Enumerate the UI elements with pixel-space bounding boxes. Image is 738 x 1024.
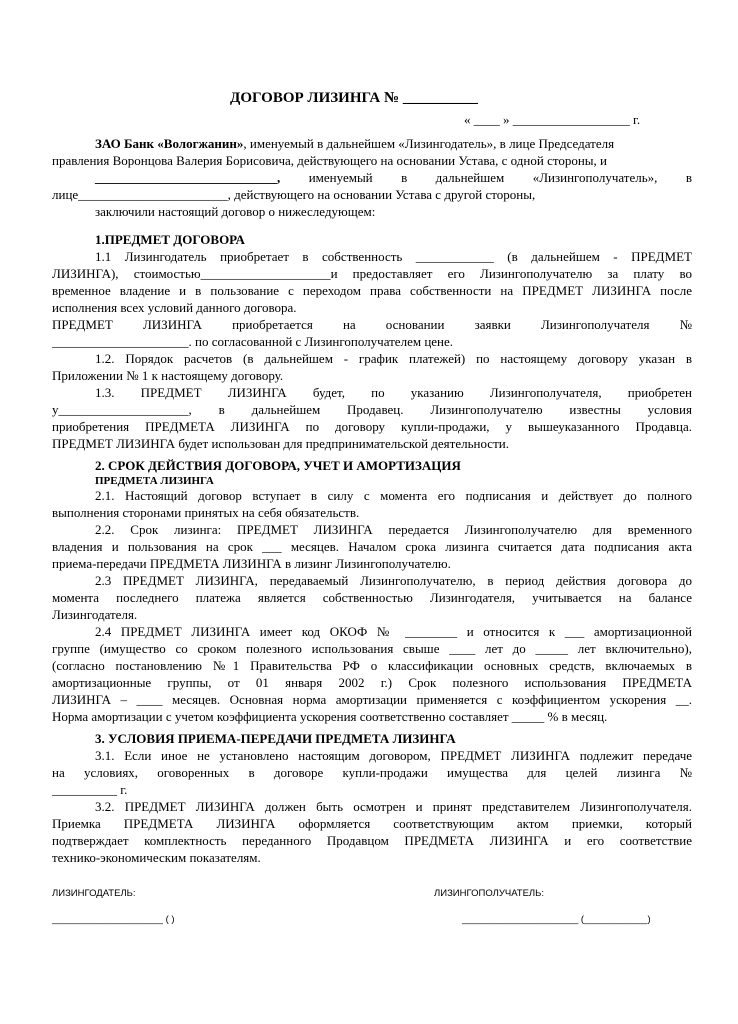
section-2-line: 2.1. Настоящий договор вступает в силу с момента его подписания и действует до полного (95, 488, 692, 503)
section-1-line: у____________________, в дальнейшем Продавец. Лизингополучателю известны условия (52, 402, 692, 417)
preamble-line-5: заключили настоящий договор о нижеследующем: (95, 204, 376, 219)
preamble-line-4: лице_______________________, действующего на основании Устава с другой стороны, (52, 187, 536, 202)
section-1-line: исполнения всех условий данного договора. (52, 300, 297, 315)
bank-name: ЗАО Банк «Вологжанин» (95, 136, 244, 151)
lessor-label: ЛИЗИНГОДАТЕЛЬ: (52, 888, 136, 899)
section-3-line: 3.2. ПРЕДМЕТ ЛИЗИНГА должен быть осмотрен и принят представителем Лизингополучателя. (95, 799, 692, 814)
section-3-line: 3.1. Если иное не установлено настоящим договором, ПРЕДМЕТ ЛИЗИНГА подлежит передаче (95, 748, 692, 763)
lessor-signature-line: _____________________ ( ) (52, 914, 175, 925)
section-1-line: ПРЕДМЕТ ЛИЗИНГА приобретается на основании заявки Лизингополучателя № (52, 317, 692, 332)
section-2-heading: 2. СРОК ДЕЙСТВИЯ ДОГОВОРА, УЧЕТ И АМОРТИЗАЦИЯ (95, 458, 461, 473)
section-3-heading: 3. УСЛОВИЯ ПРИЕМА-ПЕРЕДАЧИ ПРЕДМЕТА ЛИЗИНГА (95, 731, 456, 746)
section-2-line: 2.3 ПРЕДМЕТ ЛИЗИНГА, передаваемый Лизингополучателю, в период действия договора до (95, 573, 692, 588)
document-title: ДОГОВОР ЛИЗИНГА № __________ (230, 90, 478, 106)
section-2-line: момента последнего платежа является собственностью Лизингодателя, учитывается на балансе (52, 590, 692, 605)
lessee-signature-line: ______________________ (____________) (462, 914, 651, 925)
section-1-line: 1.1 Лизингодатель приобретает в собственность ____________ (в дальнейшем - ПРЕДМЕТ (95, 249, 692, 264)
section-1-line: 1.3. ПРЕДМЕТ ЛИЗИНГА будет, по указанию Лизингополучателя, приобретен (95, 385, 692, 400)
section-2-line: амортизационные группы, от 01 января 2002 г.) Срок полезного использования ПРЕДМЕТА (52, 675, 692, 690)
date-line: « ____ » __________________ г. (464, 112, 641, 127)
section-1-line: временное владение и в пользование с переходом права собственности на ПРЕДМЕТ ЛИЗИНГА после (52, 283, 692, 298)
section-1-heading: 1.ПРЕДМЕТ ДОГОВОРА (95, 232, 245, 247)
section-1-line: Приложении № 1 к настоящему договору. (52, 368, 284, 383)
section-2-line: (согласно постановлению №1 Правительства РФ о классификации основных средств, включаемых в (52, 658, 692, 673)
section-2-line: Норма амортизации с учетом коэффициента ускорения соответственно составляет _____ % в месяц. (52, 709, 608, 724)
preamble-line-1 (95, 136, 614, 152)
section-2-line: выполнения сторонами принятых на себя обязательств. (52, 505, 360, 520)
section-2-line: 2.2. Срок лизинга: ПРЕДМЕТ ЛИЗИНГА передается Лизингополучателю для временного (95, 522, 692, 537)
section-3-line: __________ г. (52, 782, 128, 797)
preamble-line-1-rest: , именуемый в дальнейшем «Лизингодатель», в лице Председателя (243, 136, 615, 151)
section-3-line: технико-экономическим показателям. (52, 850, 261, 865)
section-2-subheading: ПРЕДМЕТА ЛИЗИНГА (95, 475, 214, 487)
section-2-line: 2.4 ПРЕДМЕТ ЛИЗИНГА имеет код ОКОФ № ________ и относится к ___ амортизационной (95, 624, 692, 639)
section-3-line: Приемка ПРЕДМЕТА ЛИЗИНГА оформляется соответствующим актом приемки, который (52, 816, 692, 831)
section-1-line: 1.2. Порядок расчетов (в дальнейшем - график платежей) по настоящему договору указан в (95, 351, 692, 366)
section-3-line: на условиях, оговоренных в договоре купли-продажи имущества для целей лизинга № (52, 765, 692, 780)
preamble-line-2: правления Воронцова Валерия Борисовича, действующего на основании Устава, с одной стороны, и (52, 153, 607, 168)
section-2-line: ЛИЗИНГА – ____ месяцев. Основная норма амортизации применяется с коэффициентом ускорения __. (52, 692, 692, 707)
section-2-line: Лизингодателя. (52, 607, 138, 622)
section-2-line: группе (имущество со сроком полезного использования свыше ____ лет до _____ лет включительно), (52, 641, 692, 656)
section-1-line: ЛИЗИНГА), стоимостью____________________и предоставляет его Лизингополучателю за плату во (52, 266, 692, 281)
lessee-name-blank: ____________________________, (95, 170, 281, 185)
section-3-line: подтверждает комплектность переданного Продавцом ПРЕДМЕТА ЛИЗИНГА и его соответствие (52, 833, 692, 848)
section-2-line: приема-передачи ПРЕДМЕТА ЛИЗИНГА в лизинг Лизингополучателю. (52, 556, 451, 571)
section-1-line: приобретения ПРЕДМЕТА ЛИЗИНГА по договору купли-продажи, у вышеуказанного Продавца. (52, 419, 692, 434)
section-2-line: владения и пользования на срок ___ месяцев. Началом срока лизинга считается дата подписания акта (52, 539, 692, 554)
lessee-label: ЛИЗИНГОПОЛУЧАТЕЛЬ: (434, 888, 545, 899)
section-1-line: _____________________. по согласованной с Лизингополучателем цене. (52, 334, 454, 349)
preamble-line-3 (95, 170, 692, 186)
section-1-line: ПРЕДМЕТ ЛИЗИНГА будет использован для предпринимательской деятельности. (52, 436, 509, 451)
preamble-line-3-rest: именуемый в дальнейшем «Лизингополучатель», в (308, 170, 692, 185)
